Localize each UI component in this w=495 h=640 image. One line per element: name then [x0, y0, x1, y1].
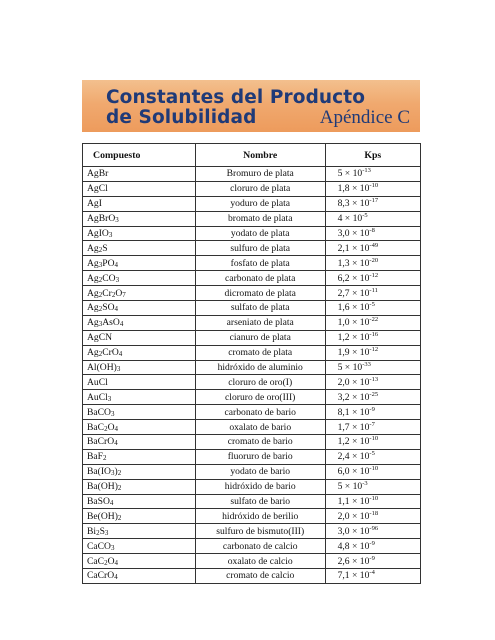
compound-name: bromato de plata — [195, 211, 325, 226]
compound-formula: AgBr — [83, 167, 196, 182]
compound-formula: $Ag_3AsO_4$ — [83, 315, 196, 330]
table-header-row — [83, 144, 421, 167]
compound-name: fluoruro de bario — [195, 449, 325, 464]
table-row — [83, 167, 421, 182]
compound-name: yodato de plata — [195, 226, 325, 241]
kps-value: $2,1 \times 10^{-49}$ — [325, 241, 420, 256]
compound-formula: $Ag_2SO_4$ — [83, 301, 196, 316]
compound-formula: CaCrO$_4$ — [83, 569, 196, 584]
compound-name: dicromato de plata — [195, 286, 325, 301]
compound-name: arseniato de plata — [195, 315, 325, 330]
table-row — [83, 435, 421, 450]
kps-value: $3,2 \times 10^{-25}$ — [325, 390, 420, 405]
compound-formula: AgCN — [83, 330, 196, 345]
kps-value: $1,2 \times 10^{-16}$ — [325, 330, 420, 345]
kps-value: $1,2 \times 10^{-10}$ — [325, 435, 420, 450]
compound-name: cromato de calcio — [195, 569, 325, 584]
compound-name: cloruro de plata — [195, 181, 325, 196]
compound-formula: $Ag_2CO_3$ — [83, 271, 196, 286]
table-row — [83, 449, 421, 464]
kps-value: $1,9 \times 10^{-12}$ — [325, 345, 420, 360]
compound-formula: AuCl — [83, 375, 196, 390]
table-row — [83, 241, 421, 256]
table-row — [83, 181, 421, 196]
compound-formula: AgBrO$_3$ — [83, 211, 196, 226]
compound-name: carbonato de plata — [195, 271, 325, 286]
compound-formula: BaCrO$_4$ — [83, 435, 196, 450]
compound-formula: $Ag_3PO_4$ — [83, 256, 196, 271]
compound-name: hidróxido de berilio — [195, 509, 325, 524]
table-row — [83, 301, 421, 316]
table-row — [83, 196, 421, 211]
compound-formula: BaCO$_3$ — [83, 405, 196, 420]
table-row — [83, 375, 421, 390]
kps-value: $5 \times 10^{-33}$ — [325, 360, 420, 375]
compound-name: oxalato de calcio — [195, 554, 325, 569]
kps-value: $2,7 \times 10^{-11}$ — [325, 286, 420, 301]
compound-name: cloruro de oro(III) — [195, 390, 325, 405]
table-row — [83, 345, 421, 360]
compound-formula: CaCO$_3$ — [83, 539, 196, 554]
kps-value: $3,0 \times 10^{-96}$ — [325, 524, 420, 539]
kps-value: $1,7 \times 10^{-7}$ — [325, 420, 420, 435]
compound-name: carbonato de bario — [195, 405, 325, 420]
compound-name: hidróxido de aluminio — [195, 360, 325, 375]
table-row — [83, 256, 421, 271]
compound-formula: AgI — [83, 196, 196, 211]
compound-name: oxalato de bario — [195, 420, 325, 435]
kps-value: $6,0 \times 10^{-10}$ — [325, 464, 420, 479]
table-row — [83, 464, 421, 479]
compound-name: carbonato de calcio — [195, 539, 325, 554]
compound-formula: $Ba(OH)_2$ — [83, 479, 196, 494]
kps-value: $5 \times 10^{-13}$ — [325, 167, 420, 182]
kps-value: $1,0 \times 10^{-22}$ — [325, 315, 420, 330]
compound-formula: AuCl$_3$ — [83, 390, 196, 405]
table-row — [83, 494, 421, 509]
header-compuesto: Compuesto — [83, 144, 196, 167]
compound-formula: $CaC_2O_4$ — [83, 554, 196, 569]
compound-formula: $Ag_2CrO_4$ — [83, 345, 196, 360]
compound-name: cromato de bario — [195, 435, 325, 450]
kps-value: $8,3 \times 10^{-17}$ — [325, 196, 420, 211]
kps-value: $6,2 \times 10^{-12}$ — [325, 271, 420, 286]
kps-value: $1,1 \times 10^{-10}$ — [325, 494, 420, 509]
compound-formula: AgIO$_3$ — [83, 226, 196, 241]
table-row — [83, 479, 421, 494]
kps-value: $2,0 \times 10^{-18}$ — [325, 509, 420, 524]
compound-name: sulfuro de bismuto(III) — [195, 524, 325, 539]
table-row — [83, 211, 421, 226]
compound-formula: $Ba(IO_3)_2$ — [83, 464, 196, 479]
table-row — [83, 569, 421, 584]
compound-formula: $Ag_2Cr_2O_7$ — [83, 286, 196, 301]
kps-value: $4,8 \times 10^{-9}$ — [325, 539, 420, 554]
table-body — [83, 167, 421, 584]
header-nombre: Nombre — [195, 144, 325, 167]
table-row — [83, 539, 421, 554]
compound-name: yodato de bario — [195, 464, 325, 479]
kps-value: $1,3 \times 10^{-20}$ — [325, 256, 420, 271]
compound-name: fosfato de plata — [195, 256, 325, 271]
compound-name: sulfato de bario — [195, 494, 325, 509]
table-row — [83, 554, 421, 569]
kps-value: $5 \times 10^{-3}$ — [325, 479, 420, 494]
table-row — [83, 286, 421, 301]
table-row — [83, 405, 421, 420]
solubility-table — [82, 143, 421, 584]
kps-value: $2,6 \times 10^{-9}$ — [325, 554, 420, 569]
compound-name: cromato de plata — [195, 345, 325, 360]
header-kps: Kps — [325, 144, 420, 167]
title-line-2: de Solubilidad — [106, 107, 257, 128]
table-row — [83, 420, 421, 435]
compound-name: cloruro de oro(I) — [195, 375, 325, 390]
compound-formula: $Ag_2S$ — [83, 241, 196, 256]
table-row — [83, 524, 421, 539]
kps-value: $8,1 \times 10^{-9}$ — [325, 405, 420, 420]
kps-value: $2,0 \times 10^{-13}$ — [325, 375, 420, 390]
kps-value: $3,0 \times 10^{-8}$ — [325, 226, 420, 241]
compound-formula: $Bi_2S_3$ — [83, 524, 196, 539]
table-row — [83, 360, 421, 375]
compound-name: Bromuro de plata — [195, 167, 325, 182]
kps-value: $2,4 \times 10^{-5}$ — [325, 449, 420, 464]
kps-value: $1,6 \times 10^{-5}$ — [325, 301, 420, 316]
table-row — [83, 226, 421, 241]
table-row — [83, 315, 421, 330]
compound-formula: BaSO$_4$ — [83, 494, 196, 509]
compound-formula: $Al(OH)_3$ — [83, 360, 196, 375]
title-line-1: Constantes del Producto — [106, 87, 366, 108]
title-banner — [82, 80, 420, 132]
kps-value: $7,1 \times 10^{-4}$ — [325, 569, 420, 584]
table-row — [83, 271, 421, 286]
kps-value: $1,8 \times 10^{-10}$ — [325, 181, 420, 196]
compound-name: hidróxido de bario — [195, 479, 325, 494]
compound-name: yoduro de plata — [195, 196, 325, 211]
table-row — [83, 509, 421, 524]
compound-formula: BaF$_2$ — [83, 449, 196, 464]
kps-value: $4 \times 10^{-5}$ — [325, 211, 420, 226]
appendix-label: Apéndice C — [319, 107, 410, 128]
compound-formula: $BaC_2O_4$ — [83, 420, 196, 435]
compound-formula: $Be(OH)_2$ — [83, 509, 196, 524]
table-row — [83, 390, 421, 405]
compound-name: sulfuro de plata — [195, 241, 325, 256]
compound-name: cianuro de plata — [195, 330, 325, 345]
compound-name: sulfato de plata — [195, 301, 325, 316]
compound-formula: AgCl — [83, 181, 196, 196]
table-row — [83, 330, 421, 345]
